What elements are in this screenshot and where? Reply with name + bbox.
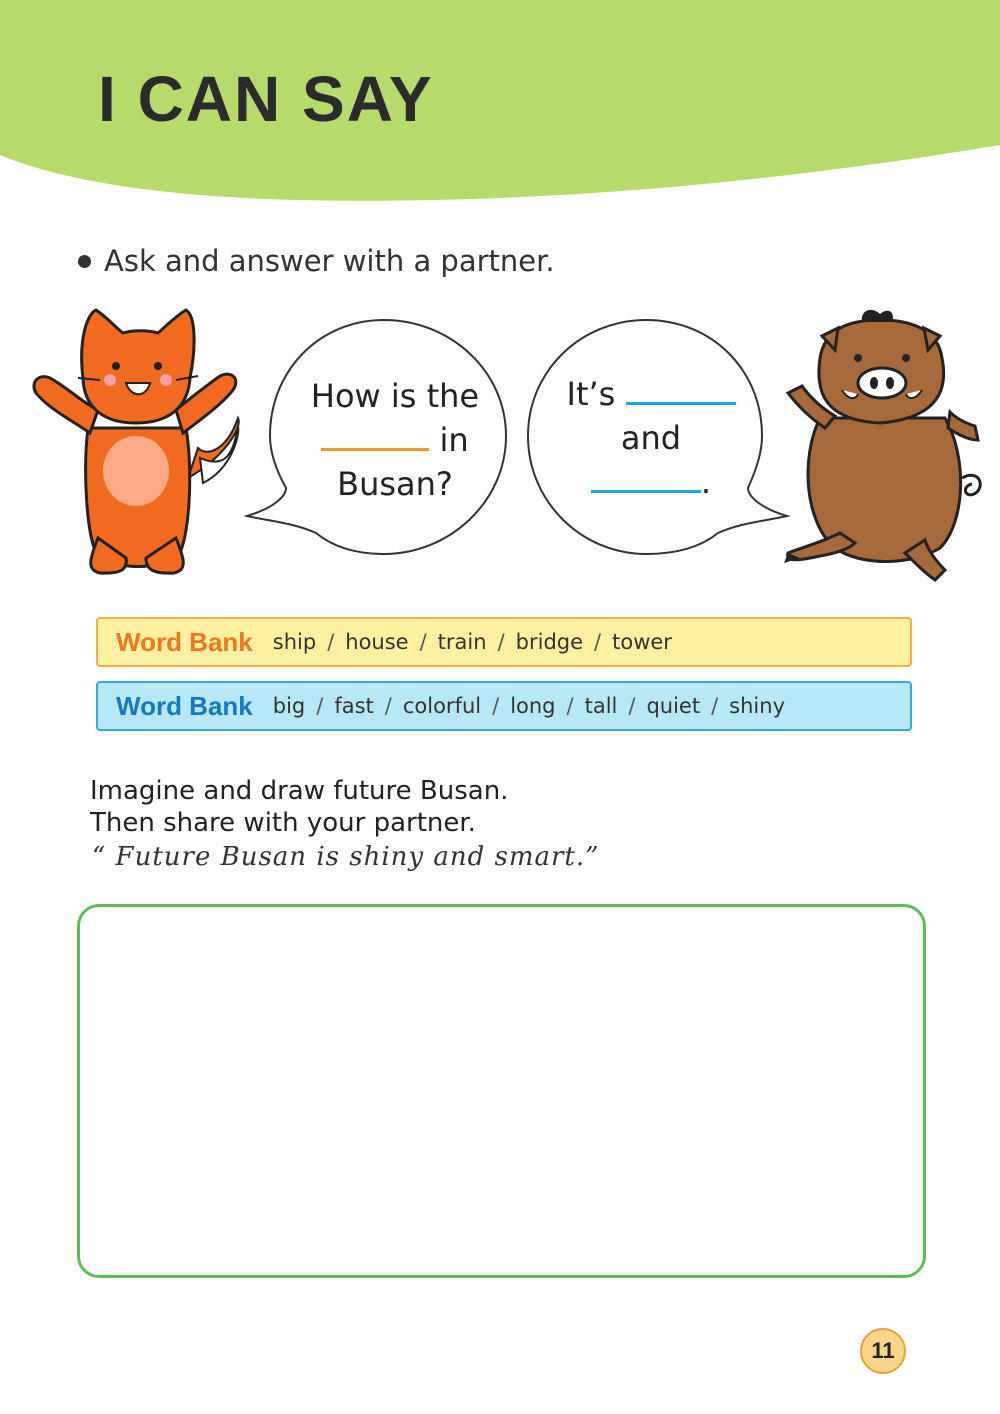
answer-line-1: It’s bbox=[548, 372, 754, 416]
word-item: big bbox=[272, 694, 306, 718]
word-item: bridge bbox=[515, 630, 584, 654]
word-bank-adjectives bbox=[96, 681, 912, 731]
boar-character-icon bbox=[780, 308, 992, 584]
instruction-text: Ask and answer with a partner. bbox=[104, 244, 555, 278]
answer-blank-2[interactable] bbox=[591, 471, 701, 493]
task-line-2: Then share with your partner. bbox=[90, 808, 476, 838]
word-item: ship bbox=[272, 630, 317, 654]
question-line-2: in bbox=[292, 418, 498, 462]
example-sentence: “ Future Busan is shiny and smart.” bbox=[92, 842, 600, 872]
word-item: colorful bbox=[402, 694, 482, 718]
word-bank-title: Word Bank bbox=[116, 690, 253, 721]
word-bank-words: ship / house / train / bridge / tower bbox=[272, 630, 672, 654]
fox-character-icon bbox=[28, 308, 248, 580]
drawing-area[interactable] bbox=[77, 904, 926, 1278]
answer-blank-1[interactable] bbox=[626, 383, 736, 405]
drawing-task bbox=[90, 775, 508, 839]
bullet-icon bbox=[78, 255, 91, 268]
page-number: 11 bbox=[860, 1328, 906, 1374]
page-title: I CAN SAY bbox=[98, 63, 434, 135]
question-line-3: Busan? bbox=[337, 465, 453, 503]
answer-line-2: and bbox=[620, 419, 682, 457]
dialogue-scene bbox=[0, 300, 1000, 600]
question-text bbox=[292, 374, 498, 506]
word-bank-nouns bbox=[96, 617, 912, 667]
answer-line-3: . bbox=[548, 460, 754, 504]
answer-text bbox=[548, 372, 754, 504]
word-item: fast bbox=[334, 694, 374, 718]
instruction bbox=[78, 244, 555, 278]
word-item: tower bbox=[612, 630, 672, 654]
word-item: house bbox=[345, 630, 409, 654]
word-item: shiny bbox=[729, 694, 785, 718]
word-item: tall bbox=[584, 694, 618, 718]
question-blank[interactable] bbox=[321, 429, 429, 451]
question-line-1: How is the bbox=[310, 377, 480, 415]
word-item: train bbox=[437, 630, 487, 654]
word-bank-title: Word Bank bbox=[116, 626, 253, 657]
word-item: quiet bbox=[646, 694, 701, 718]
word-item: long bbox=[510, 694, 556, 718]
task-line-1: Imagine and draw future Busan. bbox=[90, 776, 509, 806]
word-bank-words: big / fast / colorful / long / tall / quiet / shiny bbox=[272, 694, 785, 718]
